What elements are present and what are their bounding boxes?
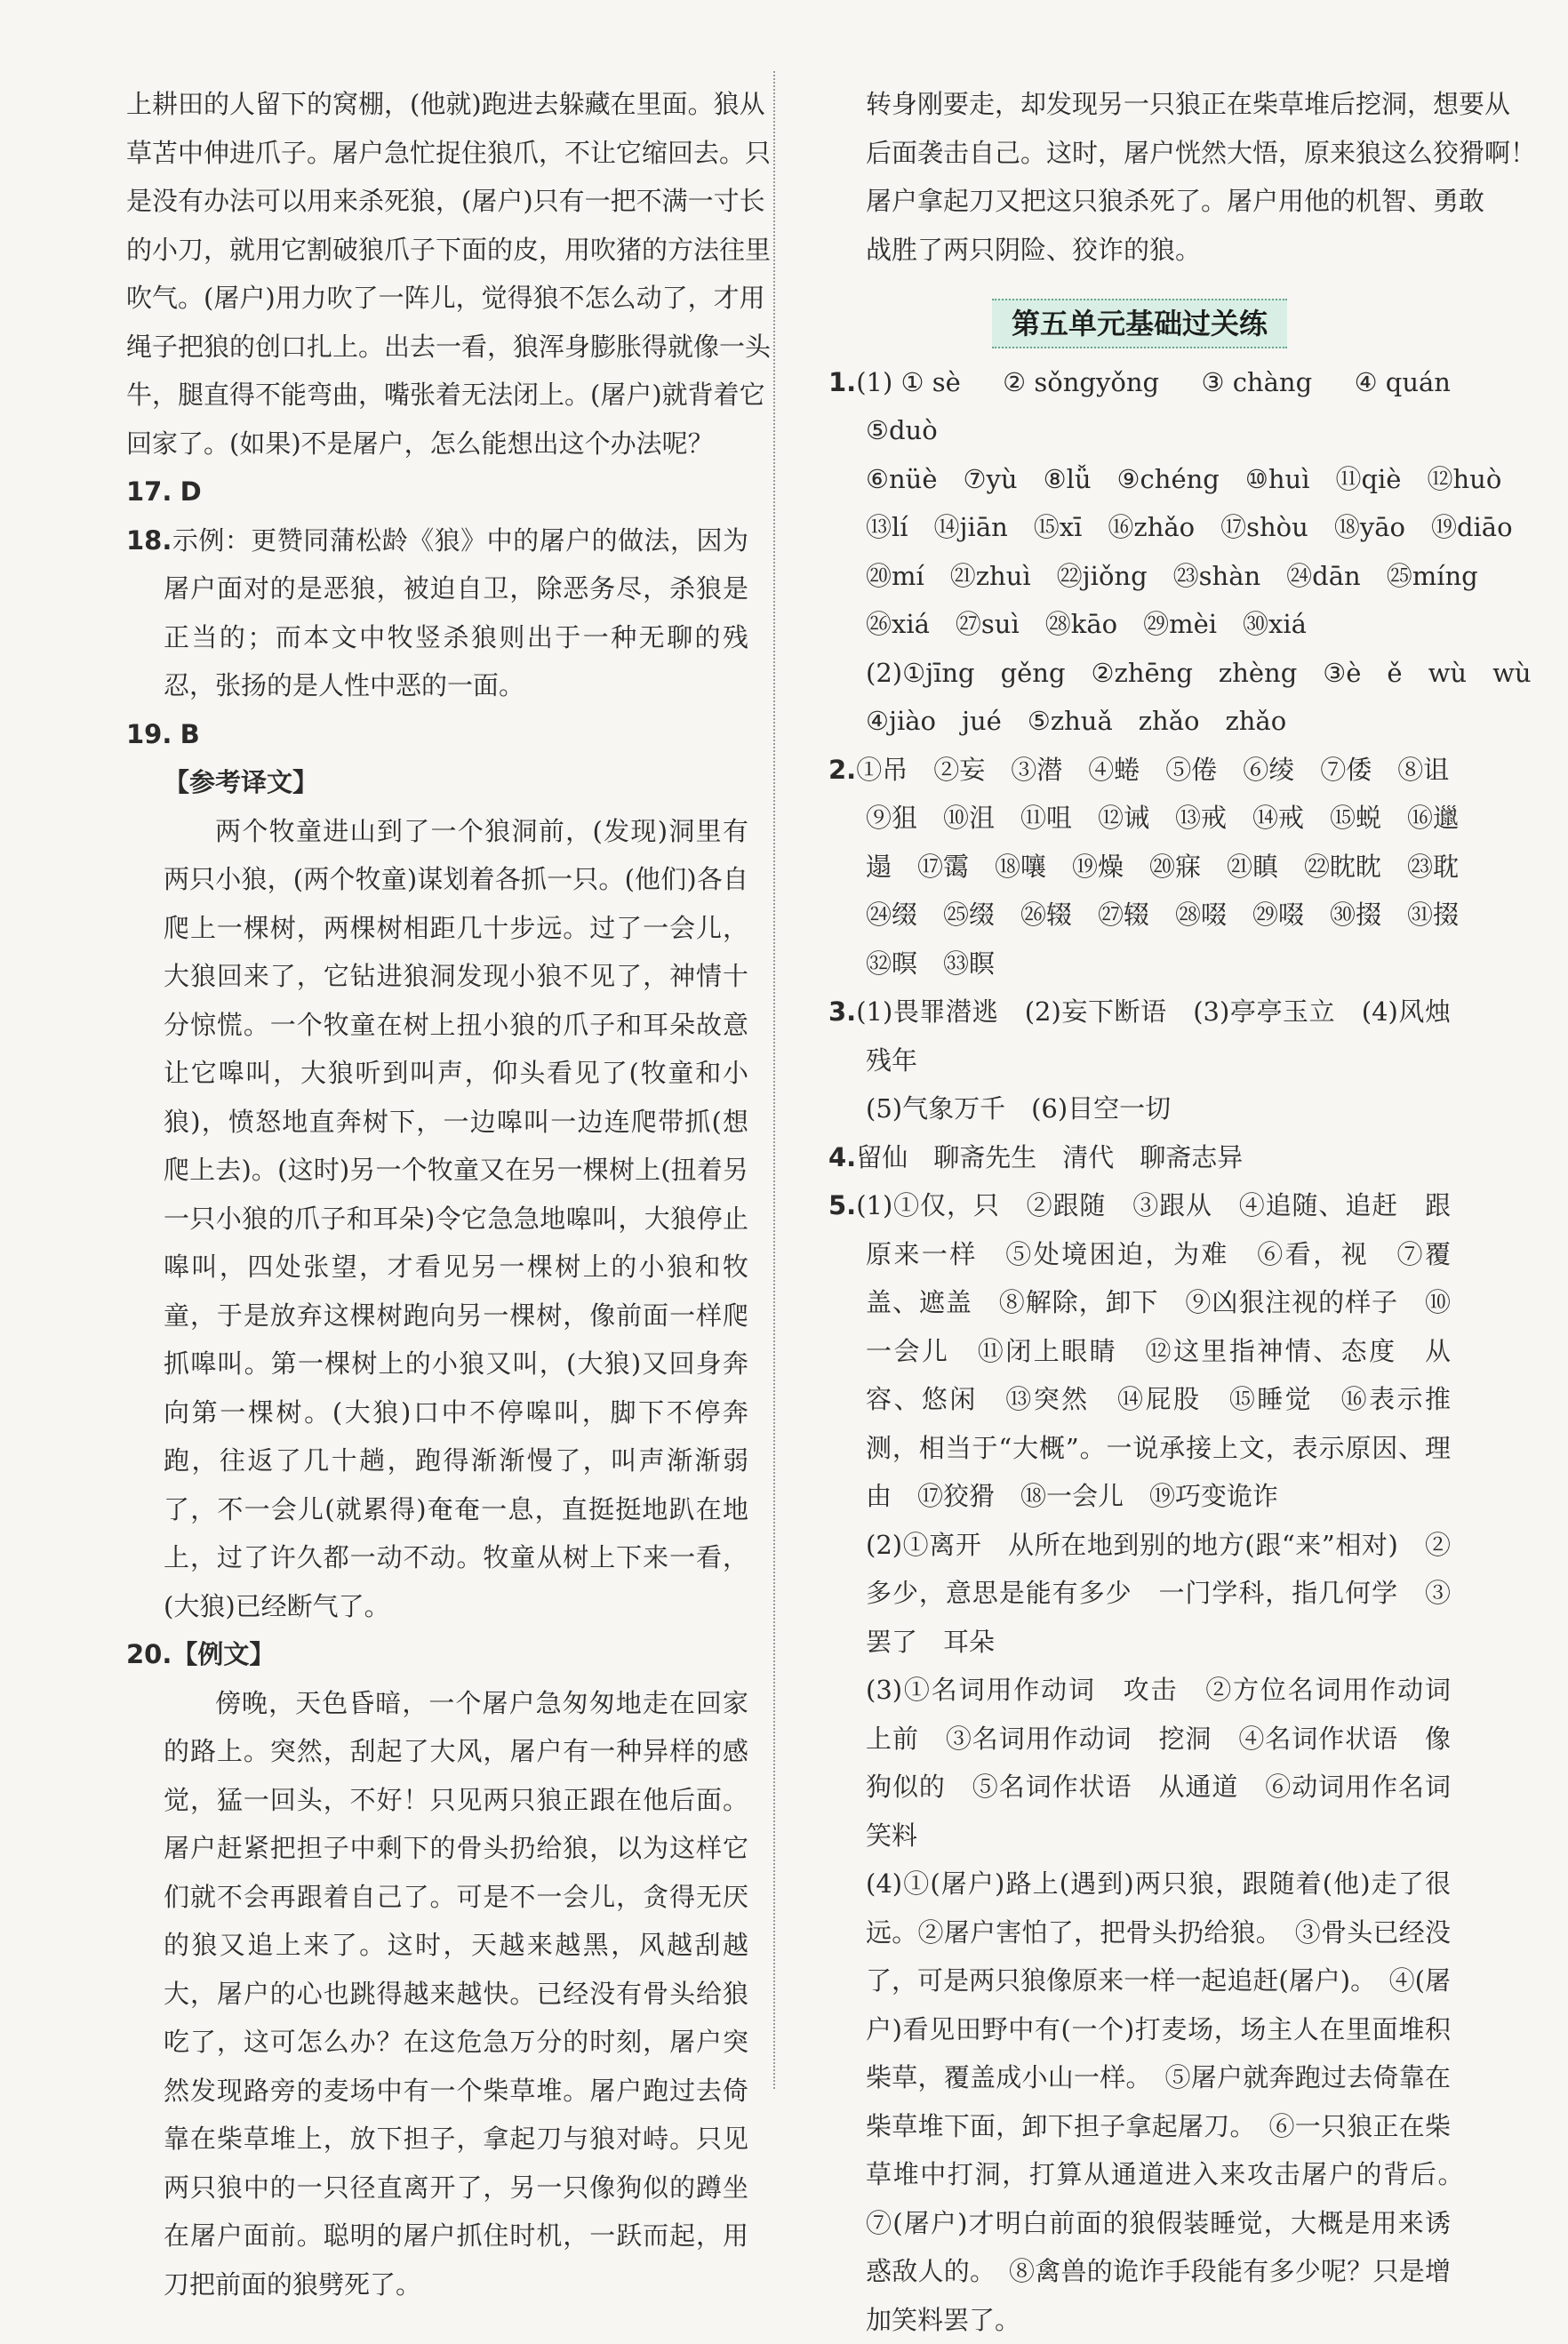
answer-line: ④jiào jué ⑤zhuǎ zhǎo zhǎo <box>866 706 1287 736</box>
answer-line: ⑨狙 ⑩沮 ⑪咀 ⑫诫 ⑬戒 ⑭戒 ⑮蜕 ⑯邋 <box>866 803 1460 833</box>
section-heading-wrap <box>828 299 1451 349</box>
question-number: 17. <box>126 476 172 507</box>
question-number: 3. <box>828 996 857 1027</box>
left-column <box>126 80 772 2308</box>
answer-text: 示例：更赞同蒲松龄《狼》中的屠户的做法，因为屠户面对的是恶狼，被迫自卫，除恶务尽，杀狼是正当的；而本文中牧竖杀狼则出于一种无聊的残忍，张扬的是人性中恶的一面。 <box>164 524 748 700</box>
text-line: 上耕田的人留下的窝棚，(他就)跑进去躲藏在里面。狼从 <box>126 89 765 119</box>
example-label: 【例文】 <box>172 1639 276 1669</box>
text-line: 的小刀，就用它割破狼爪子下面的皮，用吹猪的方法往里 <box>126 234 772 265</box>
answer-part-1: (1)①仅，只 ②跟随 ③跟从 ④追随、追赶 跟原来一样 ⑤处境困迫，为难 ⑥看，视 ⑦覆盖、遮盖 ⑧解除，卸下 ⑨凶狠注视的样子 ⑩一会儿 ⑪闭上眼睛 ⑫这里指神情、态度 从容、悠闲 ⑬突然 ⑭屁股 ⑮睡觉 ⑯表示推测，相当于“大概”。一说承接上文，表示原因、理由 ⑰狡猾 ⑱一会儿 ⑲巧变诡诈 <box>856 1190 1451 1511</box>
question-number: 2. <box>828 754 857 785</box>
text-line: 吹气。(屠户)用力吹了一阵儿，觉得狼不怎么动了，才用 <box>126 283 765 313</box>
translation-label: 【参考译文】 <box>164 767 319 797</box>
answer-5 <box>828 1181 1477 2344</box>
answer-17 <box>126 468 748 516</box>
q16-translation-tail <box>126 80 772 468</box>
essay-tail <box>828 80 1537 274</box>
answer-1 <box>828 358 1532 746</box>
answer-20 <box>126 1630 748 2308</box>
answer-line: (1)①sè ②sǒngyǒng ③chàng ④quán ⑤duò <box>856 366 1477 445</box>
text-line: 回家了。(如果)不是屠户，怎么能想出这个办法呢？ <box>126 428 714 459</box>
answer-line: ⑬lí ⑭jiān ⑮xī ⑯zhǎo ⑰shòu ⑱yāo ⑲diāo <box>866 512 1513 542</box>
answer-2 <box>828 746 1460 988</box>
answer-choice: B <box>180 718 200 749</box>
answer-3 <box>828 988 1451 1133</box>
text-line: 草苫中伸进爪子。屠户急忙捉住狼爪，不让它缩回去。只 <box>126 137 772 168</box>
text-line: 绳子把狼的创口扎上。出去一看，狼浑身膨胀得就像一头 <box>126 331 772 362</box>
answer-part-3: (3)①名词用作动词 攻击 ②方位名词用作动词 上前 ③名词用作动词 挖洞 ④名词作状语 像狗似的 ⑤名词作状语 从通道 ⑥动词用作名词 笑料 <box>866 1675 1477 1851</box>
question-number: 19. <box>126 718 172 749</box>
answer-part-2: (2)①离开 从所在地到别的地方(跟“来”相对) ②多少，意思是能有多少 一门学科，指几何学 ③罢了 耳朵 <box>866 1529 1451 1657</box>
text-line: 转身刚要走，却发现另一只狼正在柴草堆后挖洞，想要从 <box>866 89 1511 119</box>
text-line: 牛，腿直得不能弯曲，嘴张着无法闭上。(屠户)就背着它 <box>126 380 765 410</box>
question-number: 18. <box>126 524 172 556</box>
text-line: 战胜了两只阴险、狡诈的狼。 <box>866 234 1202 265</box>
answer-line: ⑳mí ㉑zhuì ㉒jiǒng ㉓shàn ㉔dān ㉕míng <box>866 560 1478 591</box>
question-number: 5. <box>828 1190 857 1220</box>
column-divider <box>773 71 775 2089</box>
answer-19 <box>126 710 748 759</box>
section-heading: 第五单元基础过关练 <box>992 299 1287 348</box>
reference-translation <box>126 758 748 1630</box>
answer-line: (1)畏罪潜逃 (2)妄下断语 (3)亭亭玉立 (4)风烛残年 <box>856 996 1451 1076</box>
question-number: 1. <box>828 366 857 397</box>
answer-text: 留仙 聊斋先生 清代 聊斋志异 <box>856 1141 1244 1172</box>
text-line: 后面袭击自己。这时，屠户恍然大悟，原来狼这么狡猾啊！ <box>866 137 1537 168</box>
answer-4 <box>828 1133 1451 1182</box>
example-essay: 傍晚，天色昏暗，一个屠户急匆匆地走在回家的路上。突然，刮起了大风，屠户有一种异样的感觉，猛一回头，不好！只见两只狼正跟在他后面。屠户赶紧把担子中剩下的骨头扔给狼，以为这样它们就不会再跟着自己了。可是不一会儿，贪得无厌的狼又追上来了。这时，天越来越黑，风越刮越大，屠户的心也跳得越来越快。已经没有骨头给狼吃了，这可怎么办？在这危急万分的时刻，屠户突然发现路旁的麦场中有一个柴草堆。屠户跑过去倚靠在柴草堆上，放下担子，拿起刀与狼对峙。只见两只狼中的一只径直离开了，另一只像狗似的蹲坐在屠户面前。聪明的屠户抓住时机，一跃而起，用刀把前面的狼劈死了。 <box>164 1687 748 2300</box>
answer-line: ㉖xiá ㉗suì ㉘kāo ㉙mèi ㉚xiá <box>866 609 1307 639</box>
answer-line: ㉔缀 ㉕缀 ㉖辍 ㉗辍 ㉘啜 ㉙啜 ㉚掇 ㉛掇 <box>866 900 1460 930</box>
answer-line: ①吊 ②妄 ③潜 ④蜷 ⑤倦 ⑥绫 ⑦倭 ⑧诅 <box>856 754 1450 785</box>
answer-line: ㉜暝 ㉝瞑 <box>866 948 996 979</box>
answer-choice: D <box>180 476 202 507</box>
translation-text: 两个牧童进山到了一个狼洞前，(发现)洞里有两只小狼，(两个牧童)谋划着各抓一只。(他们)各自爬上一棵树，两棵树相距几十步远。过了一会儿，大狼回来了，它钻进狼洞发现小狼不见了，神情十分惊慌。一个牧童在树上扭小狼的爪子和耳朵故意让它嗥叫，大狼听到叫声，仰头看见了(牧童和小狼)，愤怒地直奔树下，一边嗥叫一边连爬带抓(想爬上去)。(这时)另一个牧童又在另一棵树上(扭着另一只小狼的爪子和耳朵)令它急急地嗥叫，大狼停止嗥叫，四处张望，才看见另一棵树上的小狼和牧童，于是放弃这棵树跑向另一棵树，像前面一样爬抓嗥叫。第一棵树上的小狼又叫，(大狼)又回身奔向第一棵树。(大狼)口中不停嗥叫，脚下不停奔跑，往返了几十趟，跑得渐渐慢了，叫声渐渐弱了，不一会儿(就累得)奄奄一息，直挺挺地趴在地上，过了许久都一动不动。牧童从树上下来一看，(大狼)已经断气了。 <box>164 815 748 1621</box>
question-number: 4. <box>828 1141 857 1172</box>
question-number: 20. <box>126 1639 172 1669</box>
right-column <box>828 80 1537 2344</box>
answer-line: 遢 ⑰霭 ⑱嚷 ⑲燥 ⑳寐 ㉑瞋 ㉒眈眈 ㉓耽 <box>866 851 1460 882</box>
answer-line: (2)①jīng gěng ②zhēng zhèng ③è ě wù wù <box>866 657 1532 688</box>
answer-18 <box>126 516 748 710</box>
answer-line: (5)气象万千 (6)目空一切 <box>866 1093 1172 1124</box>
answer-part-4: (4)①(屠户)路上(遇到)两只狼，跟随着(他)走了很远。②屠户害怕了，把骨头扔给狼。 ③骨头已经没了，可是两只狼像原来一样一起追赶(屠户)。 ④(屠户)看见田野中有(一个)打麦场，场主人在里面堆积柴草，覆盖成小山一样。 ⑤屠户就奔跑过去倚靠在柴草堆下面，卸下担子拿起屠刀。 ⑥一只狼正在柴草堆中打洞，打算从通道进入来攻击屠户的背后。 ⑦(屠户)才明白前面的狼假装睡觉，大概是用来诱惑敌人的。 ⑧禽兽的诡诈手段能有多少呢？只是增加笑料罢了。 <box>866 1868 1477 2335</box>
text-line: 是没有办法可以用来杀死狼，(屠户)只有一把不满一寸长 <box>126 186 765 216</box>
text-line: 屠户拿起刀又把这只狼杀死了。屠户用他的机智、勇敢 <box>866 186 1485 216</box>
answer-line: ⑥nüè ⑦yù ⑧lǚ ⑨chéng ⑩huì ⑪qiè ⑫huò <box>866 463 1502 494</box>
